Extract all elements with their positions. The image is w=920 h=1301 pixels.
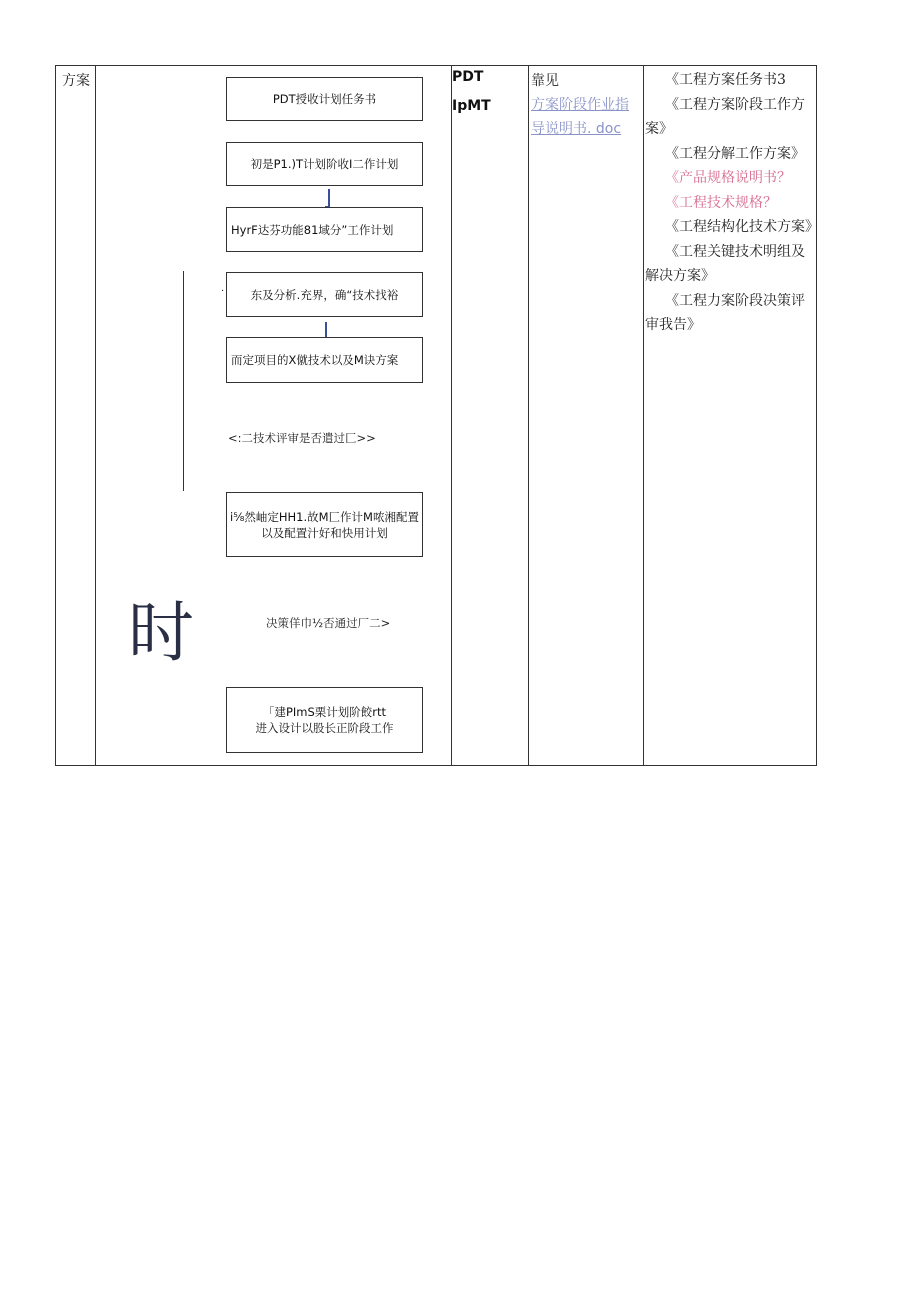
role-pdt: PDT <box>452 69 484 85</box>
flow-step-7 <box>226 687 423 753</box>
flow-step-3: HyrF达芬功能81域分”工作计划 <box>226 207 423 252</box>
arrow-down-icon <box>325 322 327 338</box>
output-documents-list <box>645 68 819 338</box>
arrow-down-icon <box>328 189 330 207</box>
flow-step-6-line1: i⅝然岫定HH1.故M匚作计M哝湘配置 <box>230 509 419 524</box>
output-document-item: 《工程结构化技术方案》 <box>665 219 819 235</box>
output-document-item: 《工程技术规格？ <box>665 194 777 211</box>
guide-link-text: 方案阶段作业指导说明书 <box>531 97 629 137</box>
stage-label: 方案 <box>62 73 90 89</box>
guide-prefix: 靠见 <box>531 73 559 89</box>
column-divider <box>451 66 452 765</box>
stray-mark: · <box>221 286 225 297</box>
guide-document-link[interactable] <box>531 97 629 137</box>
output-document-item: 《产品规格说明书？ <box>665 170 791 186</box>
role-ipmt: IpMT <box>452 98 491 114</box>
flow-step-4: 东及分析.充界，确“技术找裕 <box>226 272 423 317</box>
output-document-item: 《工程力案阶段决策评审我告》 <box>645 292 805 333</box>
flow-step-7-line2: 进入设计以股长正阶段工作 <box>255 721 394 735</box>
loop-line <box>183 271 184 491</box>
column-divider <box>643 66 644 765</box>
process-table <box>55 65 817 766</box>
flow-step-2: 初是P1.)T计划阶收I二作计划 <box>226 142 423 186</box>
flow-step-6 <box>226 492 423 557</box>
output-document-item: 《工程方案任务书3 <box>665 72 786 88</box>
guide-cell <box>531 69 641 141</box>
flow-step-5: 而定项目的X僦技术以及M诀方案 <box>226 337 423 383</box>
output-document-item: 《工程方案阶段工作方案》 <box>645 96 805 137</box>
flow-step-7-line1: 「建PImS栗计划阶餃rtt <box>262 705 387 719</box>
decision-technical-review: <:二技术评审是否遣过匚>> <box>228 431 376 445</box>
flow-step-1: PDT授收计划任务书 <box>226 77 423 121</box>
column-divider <box>528 66 529 765</box>
output-document-item: 《工程分解工作方案》 <box>665 145 805 162</box>
output-document-item: 《工程关键技术明组及解决方案》 <box>645 243 805 284</box>
flow-step-6-line2: 以及配置汁好和快用计划 <box>261 525 388 540</box>
column-divider <box>95 66 96 765</box>
guide-link-ext: . doc <box>587 121 622 137</box>
large-glyph: 时 <box>128 594 194 671</box>
decision-approval: 决策佯巾½否通过厂二> <box>266 616 391 630</box>
